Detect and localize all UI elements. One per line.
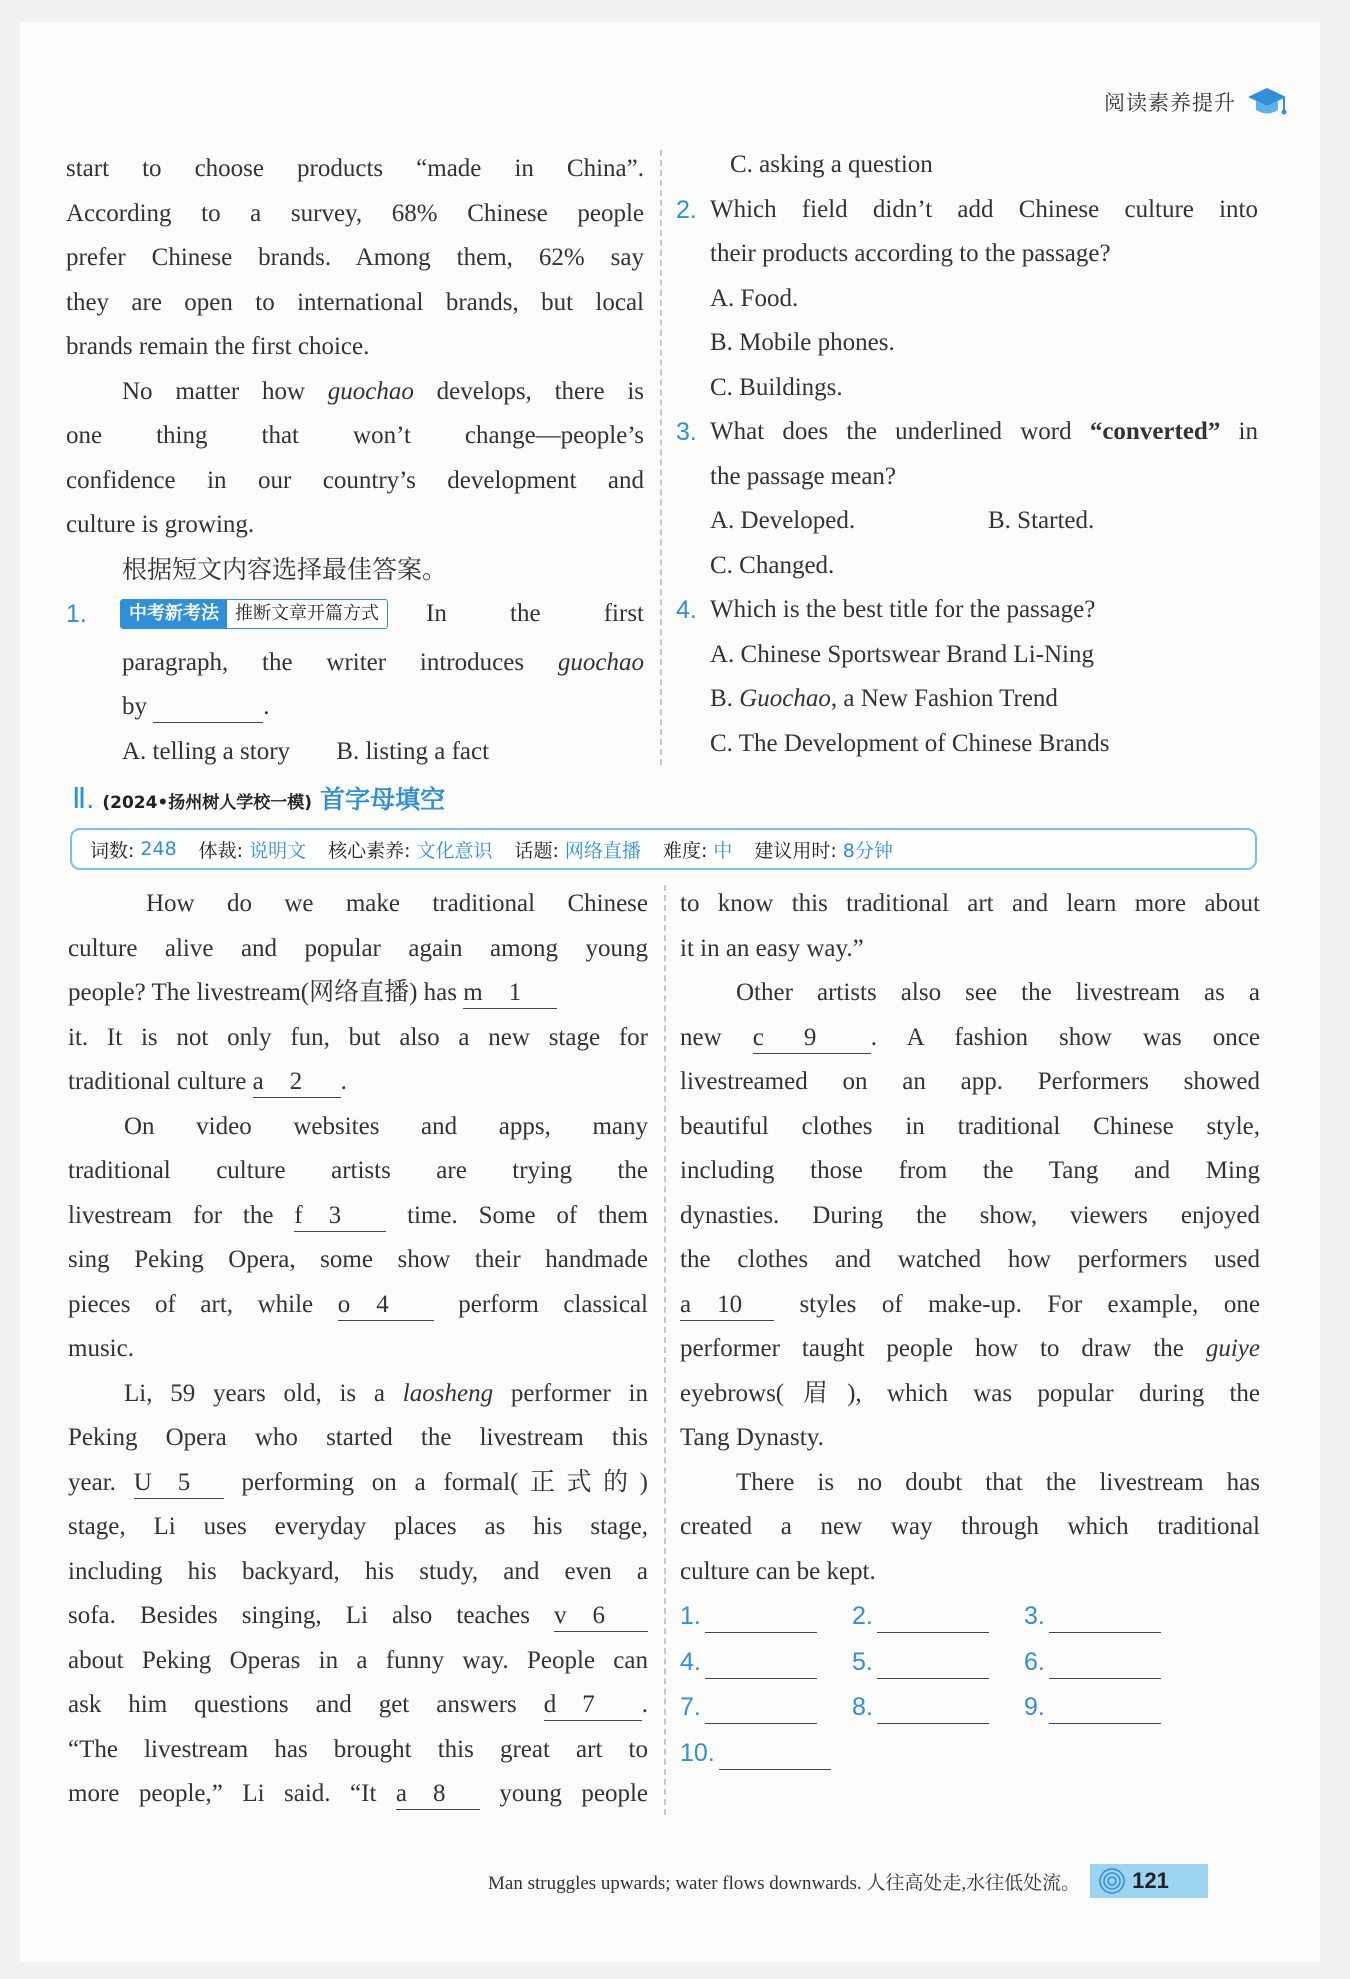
passage2-line: traditional culture artists are trying the bbox=[68, 1157, 648, 1184]
passage2-line: culture alive and popular again among young bbox=[68, 934, 648, 962]
q4-line1: 4. Which is the best title for the passage? bbox=[676, 588, 1258, 633]
q1-option-a[interactable]: A. telling a story bbox=[122, 737, 291, 765]
q1-stem-line3: by . bbox=[66, 685, 644, 730]
graduation-cap-icon bbox=[1246, 85, 1288, 119]
word-count: 248 bbox=[140, 838, 177, 860]
passage2-line: performer taught people how to draw the guiye bbox=[680, 1335, 1260, 1362]
answer-slot[interactable]: 1. bbox=[680, 1594, 852, 1640]
passage2-line: new c 9 . A fashion show was once bbox=[680, 1016, 1260, 1061]
q1-option-c[interactable]: C. asking a question bbox=[730, 151, 933, 178]
q4-option-a[interactable]: A. Chinese Sportswear Brand Li-Ning bbox=[710, 640, 1094, 668]
answer-slot[interactable]: 4. bbox=[680, 1640, 852, 1686]
blank-1[interactable]: m 1 bbox=[463, 978, 557, 1009]
passage2-line: Peking Opera who started the livestream this bbox=[68, 1424, 648, 1451]
q2-line1: 2. Which field didn’t add Chinese culture into bbox=[676, 188, 1258, 233]
q3-option-b[interactable]: B. Started. bbox=[988, 507, 1095, 534]
blank-2[interactable]: a 2 bbox=[253, 1067, 341, 1098]
q1-tag-label: 中考新考法 bbox=[121, 600, 227, 628]
section-title: 首字母填空 bbox=[320, 785, 446, 814]
passage2-line: Tang Dynasty. bbox=[680, 1424, 824, 1451]
section-number: Ⅱ. bbox=[72, 783, 95, 815]
blank-7[interactable]: d 7 bbox=[544, 1690, 642, 1721]
blank-6[interactable]: v 6 bbox=[554, 1601, 648, 1632]
passage2-line: beautiful clothes in traditional Chinese style, bbox=[680, 1112, 1260, 1140]
passage2-line: the clothes and watched how performers used bbox=[680, 1246, 1260, 1273]
passage2-line: including those from the Tang and Ming bbox=[680, 1157, 1260, 1184]
passage2-line: livestreamed on an app. Performers showed bbox=[680, 1068, 1260, 1095]
q3-line2: the passage mean? bbox=[710, 462, 897, 490]
passage2-line: Other artists also see the livestream as a bbox=[736, 979, 1260, 1006]
blank-9[interactable]: c 9 bbox=[753, 1023, 871, 1054]
answer-slot[interactable]: 2. bbox=[852, 1594, 1024, 1640]
q4-option-c[interactable]: C. The Development of Chinese Brands bbox=[710, 729, 1110, 757]
difficulty: 中 bbox=[713, 839, 733, 862]
passage2-line: eyebrows(眉), which was popular during the bbox=[680, 1379, 1260, 1407]
q1-exam-tag bbox=[120, 599, 388, 629]
passage2-line: a 10 styles of make-up. For example, one bbox=[680, 1283, 1260, 1328]
q3-line1: 3. What does the underlined word “converted” in bbox=[676, 410, 1258, 455]
blank-4[interactable]: o 4 bbox=[338, 1290, 434, 1321]
passage2-right-column bbox=[680, 882, 1260, 1776]
page-header bbox=[1104, 85, 1288, 119]
passage2-line: stage, Li uses everyday places as his stage, bbox=[68, 1513, 648, 1540]
q2-option-b[interactable]: B. Mobile phones. bbox=[710, 329, 895, 356]
passage2-line: it in an easy way.” bbox=[680, 934, 864, 962]
genre: 说明文 bbox=[249, 839, 307, 862]
q1-stem-line1: In the first bbox=[426, 600, 644, 627]
passage2-line: Li, 59 years old, is a laosheng performer in bbox=[124, 1379, 648, 1407]
laosheng-term: laosheng bbox=[402, 1379, 494, 1407]
q3-options-ab bbox=[676, 499, 1258, 544]
passage2-line: pieces of art, while o 4 perform classical bbox=[68, 1283, 648, 1328]
q1-options bbox=[66, 730, 644, 775]
passage2-line: How do we make traditional Chinese bbox=[146, 890, 648, 917]
passage1-line: brands remain the first choice. bbox=[66, 333, 370, 360]
passage2-line: to know this traditional art and learn more about bbox=[680, 890, 1260, 917]
question-1 bbox=[66, 592, 644, 774]
passage2-line: it. It is not only fun, but also a new stage for bbox=[68, 1023, 648, 1051]
q1-stem-line2: paragraph, the writer introduces guochao bbox=[122, 648, 644, 676]
passage2-line: about Peking Operas in a funny way. People can bbox=[68, 1646, 648, 1674]
passage1-line: prefer Chinese brands. Among them, 62% say bbox=[66, 244, 644, 271]
q3-number: 3. bbox=[676, 418, 697, 446]
passage1-line: start to choose products “made in China”. bbox=[66, 155, 644, 182]
passage1-line: confidence in our country’s development and bbox=[66, 466, 644, 494]
page-number-badge bbox=[1090, 1864, 1208, 1898]
passage2-line: dynasties. During the show, viewers enjoyed bbox=[680, 1201, 1260, 1229]
q2-option-c[interactable]: C. Buildings. bbox=[710, 373, 843, 401]
passage2-line: livestream for the f 3 time. Some of them bbox=[68, 1194, 648, 1239]
column-divider-top bbox=[660, 150, 662, 765]
blank-10[interactable]: a 10 bbox=[680, 1290, 774, 1321]
q3-option-c[interactable]: C. Changed. bbox=[710, 551, 835, 579]
passage2-line: There is no doubt that the livestream has bbox=[736, 1468, 1260, 1496]
q4-number: 4. bbox=[676, 596, 697, 624]
passage1-line: culture is growing. bbox=[66, 511, 255, 538]
blank-8[interactable]: a 8 bbox=[396, 1779, 480, 1810]
passage2-line: ask him questions and get answers d 7 . bbox=[68, 1683, 648, 1728]
passage1-p2-first-line: No matter how guochao develops, there is bbox=[122, 377, 644, 405]
passage2-line: sofa. Besides singing, Li also teaches v 6 bbox=[68, 1594, 648, 1639]
passage2-line: culture can be kept. bbox=[680, 1557, 876, 1585]
passage1-line: one thing that won’t change—people’s bbox=[66, 422, 644, 449]
answer-slot[interactable]: 3. bbox=[1024, 1594, 1196, 1640]
answer-slot[interactable]: 9. bbox=[1024, 1685, 1196, 1731]
topic: 网络直播 bbox=[564, 839, 641, 862]
guiye-term: guiye bbox=[1205, 1335, 1260, 1362]
answer-slot[interactable]: 6. bbox=[1024, 1640, 1196, 1686]
answer-slot[interactable]: 5. bbox=[852, 1640, 1024, 1686]
passage2-line: music. bbox=[68, 1335, 134, 1362]
q2-line2: their products according to the passage? bbox=[710, 240, 1111, 267]
core-literacy: 文化意识 bbox=[416, 839, 493, 862]
passage2-line: sing Peking Opera, some show their handmade bbox=[68, 1246, 648, 1273]
passage1-line: According to a survey, 68% Chinese people bbox=[66, 199, 644, 227]
exam-source: (2024•扬州树人学校一模) bbox=[102, 793, 313, 813]
q1-first-line bbox=[66, 592, 644, 637]
footer-motto: Man struggles upwards; water flows downwards. 人往高处走,水往低处流。 bbox=[488, 1872, 1081, 1894]
page-number: 121 bbox=[1132, 1868, 1169, 1893]
q1-tag-skill: 推断文章开篇方式 bbox=[227, 600, 387, 628]
passage2-line: created a new way through which traditional bbox=[680, 1513, 1260, 1540]
column-divider-bottom bbox=[664, 885, 666, 1815]
blank-5[interactable]: U 5 bbox=[134, 1468, 224, 1499]
q1-answer-blank[interactable] bbox=[153, 692, 263, 723]
questions-right-column bbox=[676, 143, 1258, 766]
section-2-heading bbox=[72, 780, 445, 816]
passage1-left-column bbox=[66, 147, 644, 592]
q2-number: 2. bbox=[676, 195, 697, 224]
blank-3[interactable]: f 3 bbox=[294, 1201, 386, 1232]
page-footer bbox=[488, 1864, 1208, 1898]
q3-option-a[interactable]: A. Developed. bbox=[710, 507, 856, 534]
answer-grid bbox=[680, 1594, 1260, 1776]
passage2-line: On video websites and apps, many bbox=[124, 1112, 648, 1140]
passage2-left-column bbox=[68, 882, 648, 1817]
q1-number: 1. bbox=[66, 600, 87, 628]
converted-word: “converted” bbox=[1089, 418, 1221, 445]
answer-slot[interactable]: 10. bbox=[680, 1731, 852, 1777]
suggested-time: 8分钟 bbox=[842, 839, 893, 862]
header-title: 阅读素养提升 bbox=[1104, 91, 1236, 115]
passage2-line: year. U 5 performing on a formal(正式的) bbox=[68, 1461, 648, 1506]
passage2-line: including his backyard, his study, and even a bbox=[68, 1557, 648, 1585]
passage2-line: “The livestream has brought this great art to bbox=[68, 1735, 648, 1763]
passage1-line: they are open to international brands, but local bbox=[66, 288, 644, 316]
q2-option-a[interactable]: A. Food. bbox=[710, 284, 799, 312]
instruction-text: 根据短文内容选择最佳答案。 bbox=[122, 554, 448, 584]
passage2-line: more people,” Li said. “It a 8 young people bbox=[68, 1772, 648, 1817]
passage-info-bar: 词数: 248 体裁: 说明文 核心素养: 文化意识 话题: 网络直播 难度: 中 建议用时: 8分钟 bbox=[70, 828, 1257, 870]
spiral-icon bbox=[1098, 1867, 1126, 1895]
passage2-line: traditional culture a 2 . bbox=[68, 1060, 648, 1105]
answer-slot[interactable]: 8. bbox=[852, 1685, 1024, 1731]
guochao-term: guochao bbox=[327, 377, 414, 405]
answer-slot[interactable]: 7. bbox=[680, 1685, 852, 1731]
q1-option-b[interactable]: B. listing a fact bbox=[336, 737, 490, 765]
q4-option-b[interactable]: B. Guochao, a New Fashion Trend bbox=[710, 685, 1058, 712]
passage2-line: people? The livestream(网络直播) has m 1 bbox=[68, 971, 648, 1016]
